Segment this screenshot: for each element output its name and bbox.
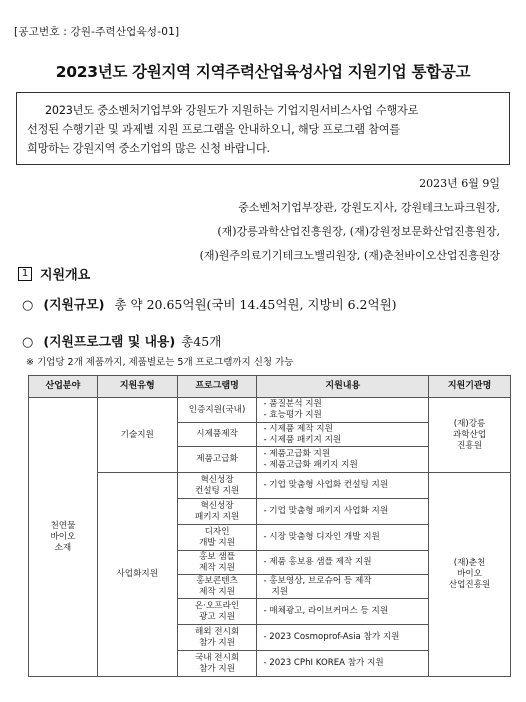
circle-bullet-icon: ○ xyxy=(22,335,34,350)
content-line: - 효능평가 지원 xyxy=(263,410,322,420)
content-line: - 매체광고, 라이브커머스 등 지원 xyxy=(263,606,389,616)
support-scale-label: (지원규모) xyxy=(43,298,105,313)
program-cell xyxy=(177,551,257,575)
program-cell xyxy=(177,473,257,499)
program-cell xyxy=(177,447,257,473)
content-cell xyxy=(257,599,429,625)
content-cell xyxy=(257,473,429,499)
program-line: 컨설팅 지원 xyxy=(194,485,240,496)
content-cell xyxy=(257,525,429,551)
issuer-list xyxy=(200,196,500,268)
support-programs-count: 총45개 xyxy=(181,334,222,349)
agency-line: 바이오 xyxy=(457,569,483,579)
program-line: 인증지원(국내) xyxy=(188,404,246,415)
content-line: 지원 xyxy=(271,586,289,597)
content-cell xyxy=(257,447,429,473)
content-cell xyxy=(257,398,429,423)
section-title: 지원개요 xyxy=(40,268,91,283)
content-line: - 2023 CPhI KOREA 참가 지원 xyxy=(263,658,384,668)
content-cell xyxy=(257,423,429,447)
industry-line: 바이오 xyxy=(50,531,76,542)
content-cell xyxy=(257,651,429,677)
program-line: 제작 지원 xyxy=(199,562,236,573)
support-scale xyxy=(22,294,397,313)
content-cell xyxy=(257,499,429,525)
program-cell xyxy=(177,599,257,625)
support-scale-text: 총 약 20.65억원(국비 14.45억원, 지방비 6.2억원) xyxy=(114,297,397,312)
industry-line: 천연물 xyxy=(50,520,76,531)
program-line: 디자인 xyxy=(204,526,230,537)
issuer-line: (재)강릉과학산업진흥원장, (재)강원정보문화산업진흥원장, xyxy=(217,225,500,238)
program-cell xyxy=(177,625,257,651)
header-program: 프로그램명 xyxy=(177,376,257,398)
document-title: 2023년도 강원지역 지역주력산업육성사업 지원기업 통합공고 xyxy=(55,63,471,81)
issuer-line: 중소벤처기업부장관, 강원도지사, 강원테크노파크원장, xyxy=(238,201,500,214)
content-line: - 2023 Cosmoprof-Asia 참가 지원 xyxy=(263,632,400,642)
content-line: - 시장 맞춤형 디자인 개발 지원 xyxy=(263,532,380,542)
program-line: 패키지 지원 xyxy=(194,511,240,522)
program-table xyxy=(28,375,511,677)
program-line: 홍보 샘플 xyxy=(199,551,236,562)
issuer-line: (재)원주의료기기테크노밸리원장, (재)춘천바이오산업진흥원장 xyxy=(199,249,500,262)
program-line: 혁신성장 xyxy=(200,474,234,485)
content-cell xyxy=(257,575,429,599)
program-line: 혁신성장 xyxy=(200,500,234,511)
industry-line: 소재 xyxy=(54,542,72,553)
content-line: - 기업 맞춤형 사업화 컨설팅 지원 xyxy=(263,480,389,490)
intro-line: 2023년도 중소벤처기업부와 강원도가 지원하는 기업지원서비스사업 수행자로 xyxy=(45,104,419,117)
header-industry: 산업분야 xyxy=(29,376,98,398)
program-cell xyxy=(177,525,257,551)
support-programs xyxy=(22,331,221,350)
header-type: 지원유형 xyxy=(97,376,177,398)
table-row xyxy=(29,473,511,499)
program-cell xyxy=(177,499,257,525)
type-cell-tech: 기술지원 xyxy=(97,398,177,473)
agency-cell-chuncheon xyxy=(429,473,511,677)
type-cell-commercial: 사업화지원 xyxy=(97,473,177,677)
agency-line: 진흥원 xyxy=(457,440,483,451)
program-line: 참가 지원 xyxy=(199,663,236,674)
industry-cell xyxy=(29,398,98,677)
content-line: - 품질분석 지원 xyxy=(263,399,322,409)
agency-line: 과학산업 xyxy=(452,429,487,440)
agency-line: (재)춘천 xyxy=(453,558,486,568)
table-row xyxy=(29,398,511,423)
program-cell xyxy=(177,423,257,447)
content-line: - 제품고급화 지원 xyxy=(263,448,331,459)
program-line: 참가 지원 xyxy=(199,637,236,648)
program-line: 제작 지원 xyxy=(199,586,236,597)
support-programs-label: (지원프로그램 및 내용) xyxy=(43,335,176,350)
header-content: 지원내용 xyxy=(257,376,429,398)
content-line: - 제품 홍보용 샘플 제작 지원 xyxy=(263,557,372,567)
content-line: - 제품고급화 패키지 지원 xyxy=(263,459,358,470)
agency-line: (재)강릉 xyxy=(453,418,486,429)
program-line: 시제품제작 xyxy=(196,429,238,439)
circle-bullet-icon: ○ xyxy=(22,298,34,313)
program-cell xyxy=(177,651,257,677)
program-line: 광고 지원 xyxy=(199,611,236,622)
table-header-row xyxy=(29,376,511,398)
program-cell xyxy=(177,575,257,599)
program-line: 온·오프라인 xyxy=(194,600,240,611)
intro-line: 희망하는 강원지역 중소기업의 많은 신청 바랍니다. xyxy=(27,142,270,155)
intro-box xyxy=(16,92,510,165)
content-line: - 기업 맞춤형 패키지 사업화 지원 xyxy=(263,506,389,516)
section-number-box: 1 xyxy=(18,267,32,281)
program-line: 국내 전시회 xyxy=(194,652,240,663)
content-line: - 홍보영상, 브로슈어 등 제작 xyxy=(263,575,372,586)
content-cell xyxy=(257,551,429,575)
notice-number: [공고번호 : 강원-주력산업육성-01] xyxy=(14,26,180,38)
program-line: 홍보콘텐츠 xyxy=(196,575,238,586)
content-line: - 시제품 패키지 지원 xyxy=(263,434,342,445)
program-line: 제품고급화 xyxy=(196,454,238,464)
content-line: - 시제품 제작 지원 xyxy=(263,423,333,434)
notice-date: 2023년 6월 9일 xyxy=(419,177,500,190)
intro-line: 선정된 수행기관 및 과제별 지원 프로그램을 안내하오니, 해당 프로그램 참여를 xyxy=(27,123,400,136)
agency-line: 산업진흥원 xyxy=(448,580,491,590)
content-cell xyxy=(257,625,429,651)
application-note: ※ 기업당 2개 제품까지, 제품별로는 5개 프로그램까지 신청 가능 xyxy=(26,357,294,368)
program-cell xyxy=(177,398,257,423)
header-agency: 지원기관명 xyxy=(429,376,511,398)
program-line: 개발 지원 xyxy=(199,537,236,548)
program-line: 해외 전시회 xyxy=(194,626,240,637)
agency-cell-gangneung xyxy=(429,398,511,473)
section-heading xyxy=(18,264,90,283)
